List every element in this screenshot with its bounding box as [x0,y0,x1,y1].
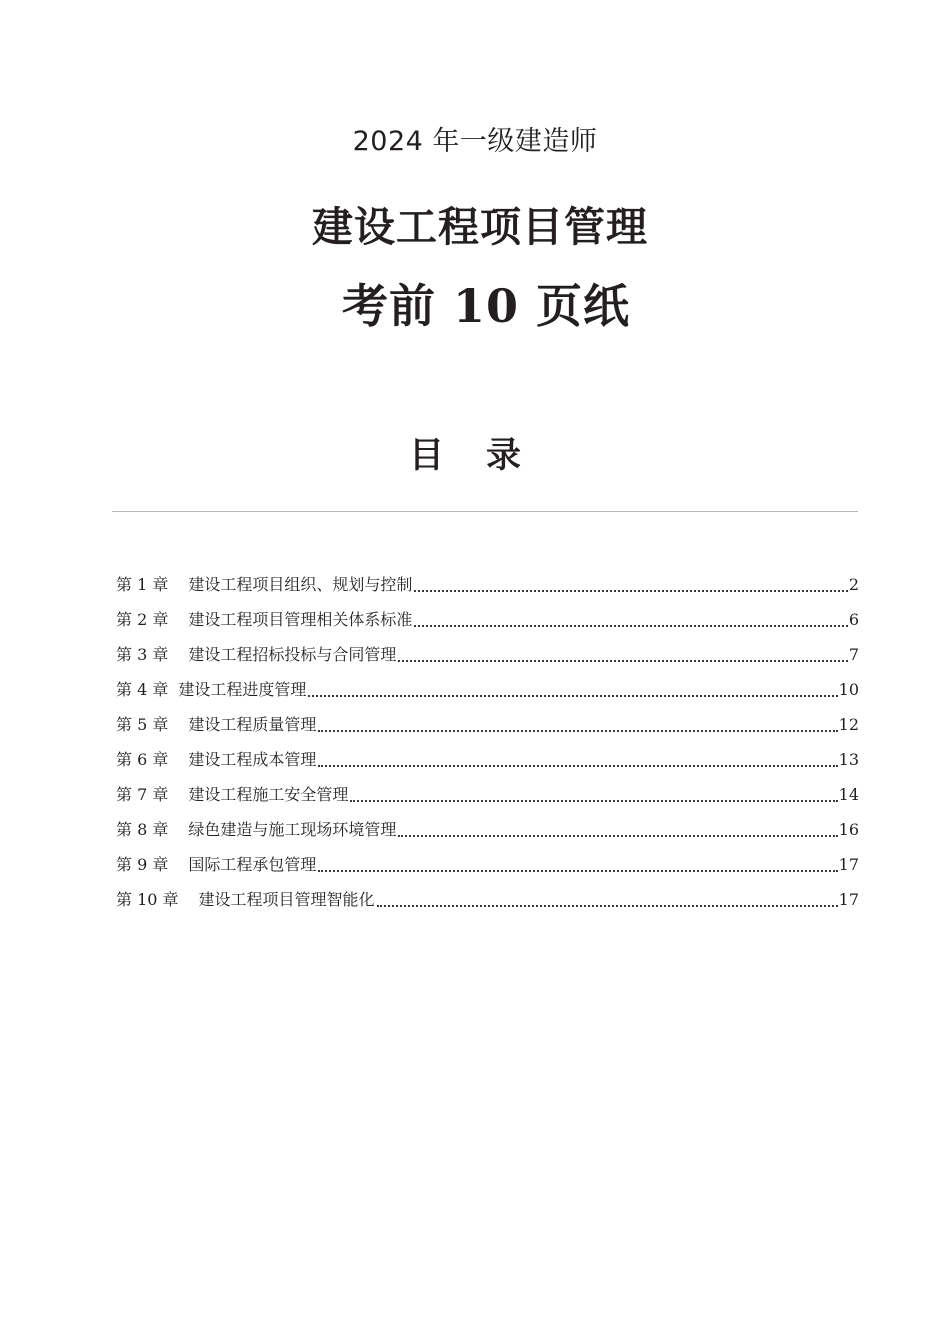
subject-title: 建设工程项目管理 [312,203,648,251]
toc-chapter-title: 建设工程项目管理智能化 [198,890,375,909]
toc-chapter-title: 建设工程成本管理 [188,750,317,769]
toc-list [116,567,859,917]
toc-dot-leader [318,729,837,732]
toc-chapter-number: 第 7 章 [116,785,169,804]
toc-page-number: 10 [838,680,859,699]
toc-item-chapter-4[interactable] [116,672,859,707]
toc-chapter-title: 建设工程质量管理 [188,715,317,734]
toc-item-chapter-1[interactable] [116,567,859,602]
toc-item-chapter-5[interactable] [116,707,859,742]
toc-dot-leader [398,659,847,662]
toc-chapter-number: 第 1 章 [116,575,169,594]
toc-item-chapter-10[interactable] [116,882,859,917]
toc-page-number: 17 [838,855,859,874]
toc-item-chapter-7[interactable] [116,777,859,812]
main-title: 考前 10 页纸 [341,279,631,333]
toc-page-number: 13 [838,750,859,769]
toc-dot-leader [398,834,837,837]
toc-item-chapter-9[interactable] [116,847,859,882]
toc-chapter-number: 第 5 章 [116,715,169,734]
toc-dot-leader [308,694,837,697]
toc-chapter-number: 第 8 章 [116,820,169,839]
toc-dot-leader [377,904,838,907]
toc-page-number: 7 [848,645,859,664]
toc-page-number: 2 [848,575,859,594]
toc-dot-leader [414,589,847,592]
toc-chapter-number: 第 9 章 [116,855,169,874]
toc-chapter-number: 第 3 章 [116,645,169,664]
toc-chapter-title: 建设工程项目组织、规划与控制 [188,575,413,594]
toc-item-chapter-8[interactable] [116,812,859,847]
toc-page-number: 12 [838,715,859,734]
toc-chapter-title: 绿色建造与施工现场环境管理 [188,820,397,839]
toc-item-chapter-3[interactable] [116,637,859,672]
toc-chapter-title: 建设工程招标投标与合同管理 [188,645,397,664]
toc-divider [112,511,858,512]
toc-chapter-title: 建设工程施工安全管理 [188,785,349,804]
toc-dot-leader [318,869,837,872]
toc-chapter-number: 第 4 章 [116,680,169,699]
exam-line: 2024 年一级建造师 [352,126,598,157]
toc-dot-leader [318,764,837,767]
toc-item-chapter-6[interactable] [116,742,859,777]
toc-heading: 目录 [408,435,563,476]
toc-chapter-title: 建设工程进度管理 [178,680,307,699]
toc-item-chapter-2[interactable] [116,602,859,637]
toc-page-number: 17 [838,890,859,909]
toc-chapter-number: 第 10 章 [116,890,179,909]
toc-chapter-title: 国际工程承包管理 [188,855,317,874]
toc-chapter-number: 第 6 章 [116,750,169,769]
toc-chapter-title: 建设工程项目管理相关体系标准 [188,610,413,629]
toc-chapter-number: 第 2 章 [116,610,169,629]
toc-page-number: 16 [838,820,859,839]
toc-page-number: 6 [848,610,859,629]
toc-page-number: 14 [838,785,859,804]
toc-dot-leader [414,624,847,627]
toc-dot-leader [350,799,837,802]
